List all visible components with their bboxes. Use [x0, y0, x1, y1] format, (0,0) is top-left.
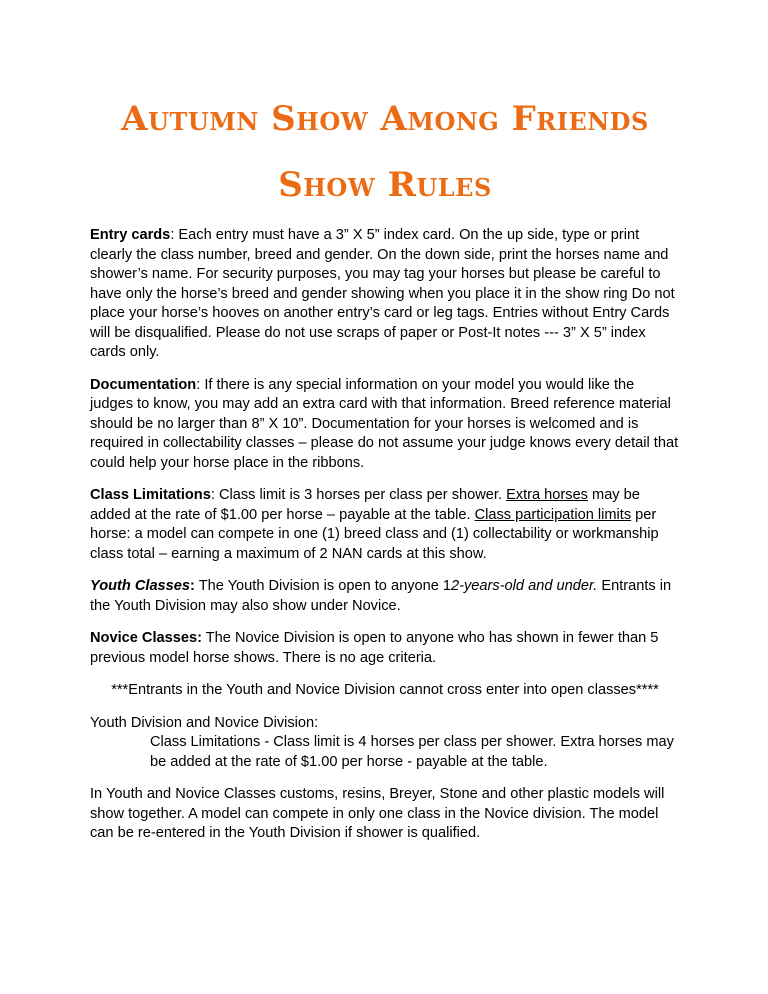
- class-limitations-text-b: may be added at the rate of $1.00 per horse – payable at the table.: [90, 487, 640, 523]
- documentation-heading: Documentation: [90, 376, 197, 393]
- page-title: Autumn Show Among Friends: [121, 99, 649, 139]
- youth-classes-heading: Youth Classes: [90, 578, 191, 594]
- class-limitations-text-c: per horse: a model can compete in one (1) breed class and (1) collectability or workmanship class total – earning a maximum of 2 NAN cards at this show.: [90, 506, 659, 562]
- novice-classes-heading: Novice Classes:: [90, 630, 202, 646]
- page-subtitle: Show Rules: [278, 165, 492, 205]
- youth-classes-text-a: The Youth Division is open to anyone 1: [194, 578, 452, 594]
- youth-classes-text-b: Entrants in the Youth Division may also show under Novice.: [90, 578, 672, 614]
- documentation-paragraph: [90, 376, 680, 474]
- youth-novice-division-heading: Youth Division and Novice Division:: [90, 714, 319, 731]
- class-limitations-text-a: : Class limit is 3 horses per class per shower.: [210, 487, 507, 503]
- class-participation-limits-underlined: Class participation limits: [474, 506, 632, 523]
- youth-classes-colon: :: [190, 578, 195, 594]
- entry-cards-heading: Entry cards: [90, 227, 171, 243]
- youth-novice-division-limits: Class Limitations - Class limit is 4 horses per class per shower. Extra horses may be added at the rate of $1.00 per horse - payable at the table.: [150, 734, 674, 770]
- novice-classes-paragraph: [90, 629, 680, 668]
- documentation-text: : If there is any special information on your model you would like the judges to know, you may add an extra card with that information. Breed reference material should be no larger than 8” X 10”. Documentation for your horses is welcomed and is required in collectability classes – please do not assume your judge knows every detail that could help your horse place in the ribbons.: [90, 376, 679, 471]
- closing-paragraph: In Youth and Novice Classes customs, resins, Breyer, Stone and other plastic models will show together. A model can compete in only one class in the Novice division. The model can be re-entered in the Youth Division if shower is qualified.: [90, 786, 665, 841]
- youth-classes-paragraph: [90, 577, 680, 616]
- youth-classes-age-italic: 2-years-old and under.: [451, 578, 598, 594]
- entry-cards-paragraph: [90, 226, 680, 363]
- extra-horses-underlined: Extra horses: [506, 487, 588, 503]
- class-limitations-paragraph: [90, 486, 680, 564]
- class-limitations-heading: Class Limitations: [90, 487, 211, 503]
- entry-cards-text: : Each entry must have a 3” X 5” index card. On the up side, type or print clearly the class number, breed and gender. On the down side, print the horses name and shower’s name. For security purposes, you may tag your horses but please be careful to have only the horse’s breed and gender showing when you place it in the show ring Do not place your horse’s hooves on another entry’s card or leg tags. Entries without Entry Cards will be disqualified. Please do not use scraps of paper or Post-It notes --- 3” X 5” index cards only.: [90, 227, 675, 360]
- cross-enter-notice: ***Entrants in the Youth and Novice Division cannot cross enter into open classes****: [111, 682, 659, 698]
- novice-classes-text: The Novice Division is open to anyone who has shown in fewer than 5 previous model horse shows. There is no age criteria.: [90, 630, 659, 666]
